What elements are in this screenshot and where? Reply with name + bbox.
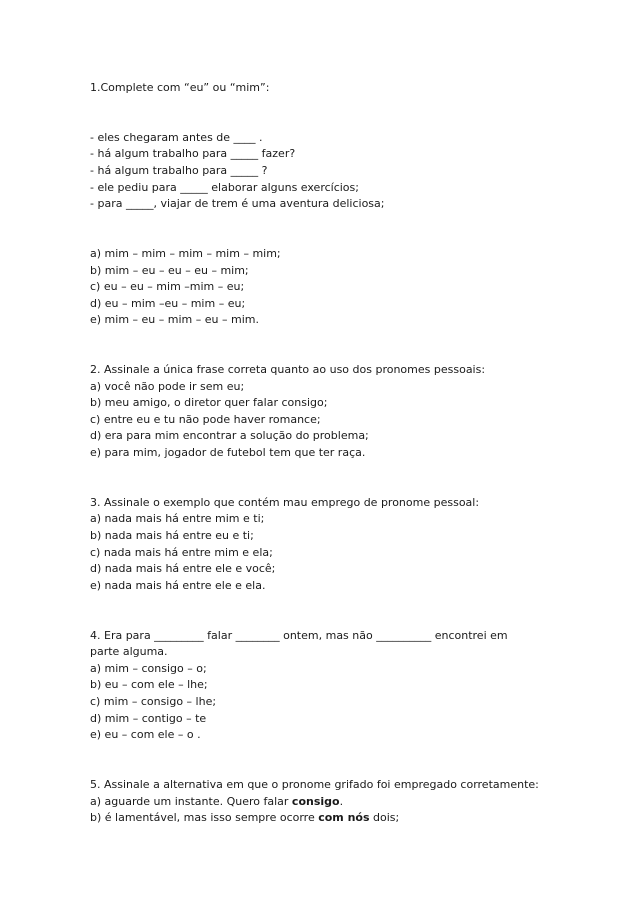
- highlighted-pronoun: consigo: [291, 794, 340, 808]
- option-item: a) nada mais há entre mim e ti;: [90, 512, 265, 526]
- option-item: [90, 794, 560, 811]
- option-item: b) meu amigo, o diretor quer falar consigo;: [90, 396, 328, 410]
- option-item: e) para mim, jogador de futebol tem que ter raça.: [90, 446, 366, 460]
- option-item: c) mim – consigo – lhe;: [90, 694, 217, 708]
- question-4-options: [90, 661, 560, 744]
- option-item: [90, 810, 560, 827]
- question-3-title: 3. Assinale o exemplo que contém mau emprego de pronome pessoal:: [90, 495, 480, 509]
- option-item: b) mim – eu – eu – eu – mim;: [90, 263, 249, 277]
- option-item: d) nada mais há entre ele e você;: [90, 562, 276, 576]
- sentence-item: - há algum trabalho para _____ fazer?: [90, 147, 296, 161]
- option-item: a) mim – mim – mim – mim – mim;: [90, 246, 281, 260]
- question-2-title: 2. Assinale a única frase correta quanto ao uso dos pronomes pessoais:: [90, 363, 486, 377]
- highlighted-pronoun: com nós: [318, 811, 370, 825]
- sentence-item: - eles chegaram antes de ____ .: [90, 130, 263, 144]
- question-1-sentences: [90, 130, 560, 213]
- question-1-options: [90, 246, 560, 329]
- option-item: b) nada mais há entre eu e ti;: [90, 529, 254, 543]
- sentence-item: - ele pediu para _____ elaborar alguns exercícios;: [90, 180, 359, 194]
- sentence-item: - para _____, viajar de trem é uma aventura deliciosa;: [90, 197, 385, 211]
- question-5-title: 5. Assinale a alternativa em que o pronome grifado foi empregado corretamente:: [90, 777, 539, 791]
- option-item: e) mim – eu – mim – eu – mim.: [90, 313, 259, 327]
- question-3-options: [90, 511, 560, 594]
- option-item: d) mim – contigo – te: [90, 711, 207, 725]
- option-item: c) eu – eu – mim –mim – eu;: [90, 280, 245, 294]
- option-a-text: a) aguarde um instante. Quero falar: [90, 794, 292, 808]
- option-item: a) mim – consigo – o;: [90, 661, 207, 675]
- option-item: c) nada mais há entre mim e ela;: [90, 545, 273, 559]
- question-4-title-line-1: 4. Era para _________ falar ________ ontem, mas não __________ encontrei em: [90, 628, 508, 642]
- option-a-end: .: [339, 794, 344, 808]
- option-item: a) você não pode ir sem eu;: [90, 379, 245, 393]
- option-item: b) eu – com ele – lhe;: [90, 678, 208, 692]
- question-4-title-line-2: parte alguma.: [90, 645, 168, 659]
- option-item: e) nada mais há entre ele e ela.: [90, 578, 266, 592]
- question-2-options: [90, 379, 560, 462]
- option-item: e) eu – com ele – o .: [90, 728, 201, 742]
- option-item: d) eu – mim –eu – mim – eu;: [90, 296, 246, 310]
- document-content: [90, 80, 560, 827]
- option-b-end: dois;: [369, 811, 400, 825]
- option-item: d) era para mim encontrar a solução do problema;: [90, 429, 369, 443]
- question-1-title: 1.Complete com “eu” ou “mim”:: [90, 81, 270, 94]
- option-b-text: b) é lamentável, mas isso sempre ocorre: [90, 811, 319, 825]
- sentence-item: - há algum trabalho para _____ ?: [90, 163, 268, 177]
- option-item: c) entre eu e tu não pode haver romance;: [90, 412, 321, 426]
